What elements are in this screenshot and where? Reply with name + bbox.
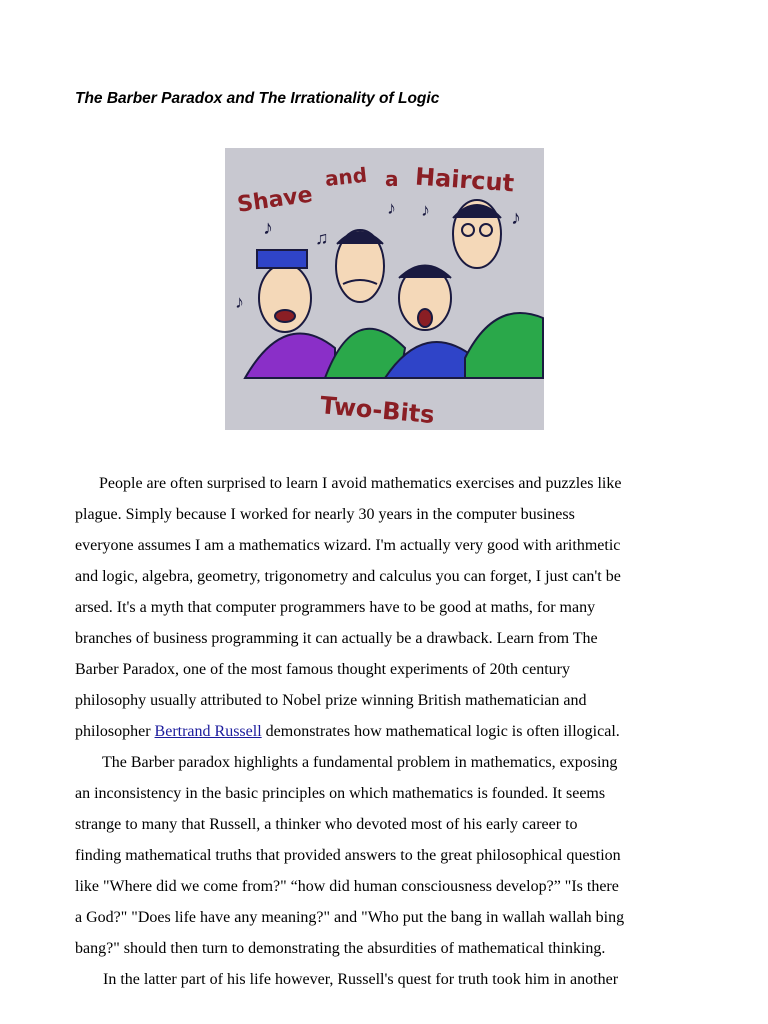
paragraph-line: an inconsistency in the basic principles on which mathematics is founded. It seems [75, 785, 606, 802]
music-note-icon: ♪ [263, 217, 273, 239]
bertrand-russell-link[interactable]: Bertrand Russell [154, 723, 262, 740]
singer-mouth [418, 309, 432, 327]
paragraph-line: finding mathematical truths that provided answers to the great philosophical question [75, 847, 621, 864]
paragraph-line: bang?" should then turn to demonstrating the absurdities of mathematical thinking. [75, 940, 606, 957]
paragraph-line: philosophy usually attributed to Nobel prize winning British mathematician and [75, 692, 587, 709]
illustration-bottom-caption: Two-Bits [318, 391, 436, 430]
paragraph-line: branches of business programming it can actually be a drawback. Learn from The [75, 630, 598, 647]
barbershop-quartet-illustration [225, 148, 544, 430]
line-text: demonstrates how mathematical logic is often illogical. [261, 723, 620, 740]
paragraph-line: In the latter part of his life however, Russell's quest for truth took him in another [103, 971, 619, 988]
paragraph-line: People are often surprised to learn I avoid mathematics exercises and puzzles like [99, 475, 622, 492]
line-text: philosopher [75, 723, 155, 740]
music-note-icon: ♫ [315, 228, 329, 248]
paragraph-line: a God?" "Does life have any meaning?" and "Who put the bang in wallah wallah bing [75, 909, 625, 926]
paragraph-line: arsed. It's a myth that computer programmers have to be good at maths, for many [75, 599, 596, 616]
paragraph-line: and logic, algebra, geometry, trigonometry and calculus you can forget, I just can't be [75, 568, 621, 585]
article-body [75, 474, 700, 1004]
paragraph-line [75, 722, 620, 742]
paragraph-line: everyone assumes I am a mathematics wizard. I'm actually very good with arithmetic [75, 537, 621, 554]
paragraph-line: Barber Paradox, one of the most famous thought experiments of 20th century [75, 661, 570, 678]
music-note-icon: ♪ [235, 292, 244, 312]
music-note-icon: ♪ [387, 198, 396, 218]
document-title: The Barber Paradox and The Irrationality of Logic [75, 90, 440, 107]
caption-word: Haircut [414, 162, 515, 198]
music-note-icon: ♪ [511, 207, 521, 229]
music-note-icon: ♪ [421, 200, 430, 220]
paragraph-line: strange to many that Russell, a thinker who devoted most of his early career to [75, 816, 578, 833]
caption-word: Shave [235, 182, 315, 218]
paragraph-line: like "Where did we come from?" “how did human consciousness develop?” "Is there [75, 878, 619, 895]
paragraph-line: The Barber paradox highlights a fundamental problem in mathematics, exposing [102, 754, 618, 771]
paragraph-line: plague. Simply because I worked for nearly 30 years in the computer business [75, 506, 575, 523]
singer-mouth [275, 310, 295, 322]
caption-word: and [323, 162, 369, 192]
singer-hat [257, 250, 307, 268]
caption-word: a [385, 167, 399, 191]
